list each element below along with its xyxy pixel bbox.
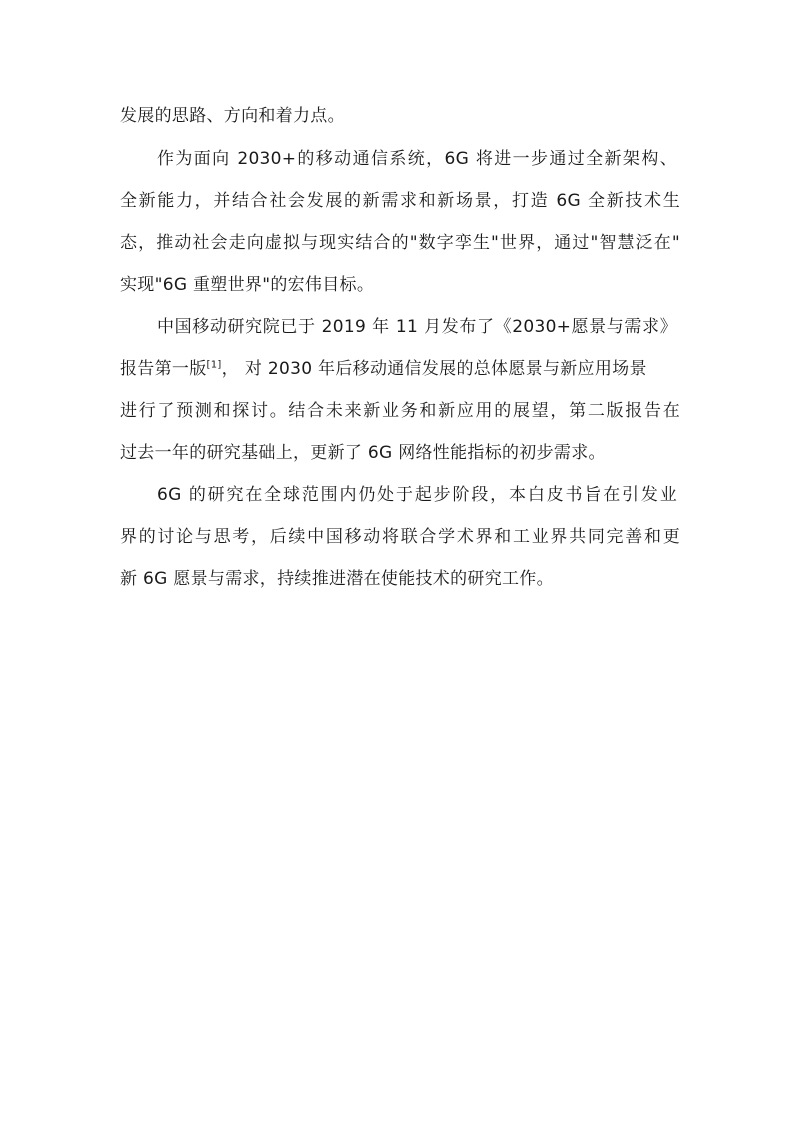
paragraph-3-line-2 <box>120 354 680 384</box>
citation-reference: [1] <box>206 359 222 371</box>
paragraph-2-line-3: 态，推动社会走向虚拟与现实结合的"数字孪生"世界，通过"智慧泛在" <box>120 233 680 253</box>
paragraph-2-line-4: 实现"6G 重塑世界"的宏伟目标。 <box>120 275 375 295</box>
paragraph-4-line-3: 新 6G 愿景与需求，持续推进潜在使能技术的研究工作。 <box>120 569 554 589</box>
paragraph-3-line-2-prefix: 报告第一版 <box>120 359 207 379</box>
paragraph-1-line-1: 发展的思路、方向和着力点。 <box>120 106 345 126</box>
paragraph-3-line-1: 中国移动研究院已于 2019 年 11 月发布了《2030+愿景与需求》 <box>157 317 677 337</box>
paragraph-3-line-3: 进行了预测和探讨。结合未来新业务和新应用的展望，第二版报告在 <box>120 401 680 421</box>
paragraph-3-line-2-separator: ， <box>221 359 239 379</box>
paragraph-4-line-1: 6G 的研究在全球范围内仍处于起步阶段，本白皮书旨在引发业 <box>157 485 677 505</box>
paragraph-3-line-2-text: 对 2030 年后移动通信发展的总体愿景与新应用场景 <box>244 359 647 379</box>
paragraph-4-line-2: 界的讨论与思考，后续中国移动将联合学术界和工业界共同完善和更 <box>120 527 680 547</box>
paragraph-3-line-4: 过去一年的研究基础上，更新了 6G 网络性能指标的初步需求。 <box>120 443 606 463</box>
paragraph-2-line-2: 全新能力，并结合社会发展的新需求和新场景，打造 6G 全新技术生 <box>120 191 680 211</box>
paragraph-2-line-1: 作为面向 2030+的移动通信系统，6G 将进一步通过全新架构、 <box>157 149 677 169</box>
